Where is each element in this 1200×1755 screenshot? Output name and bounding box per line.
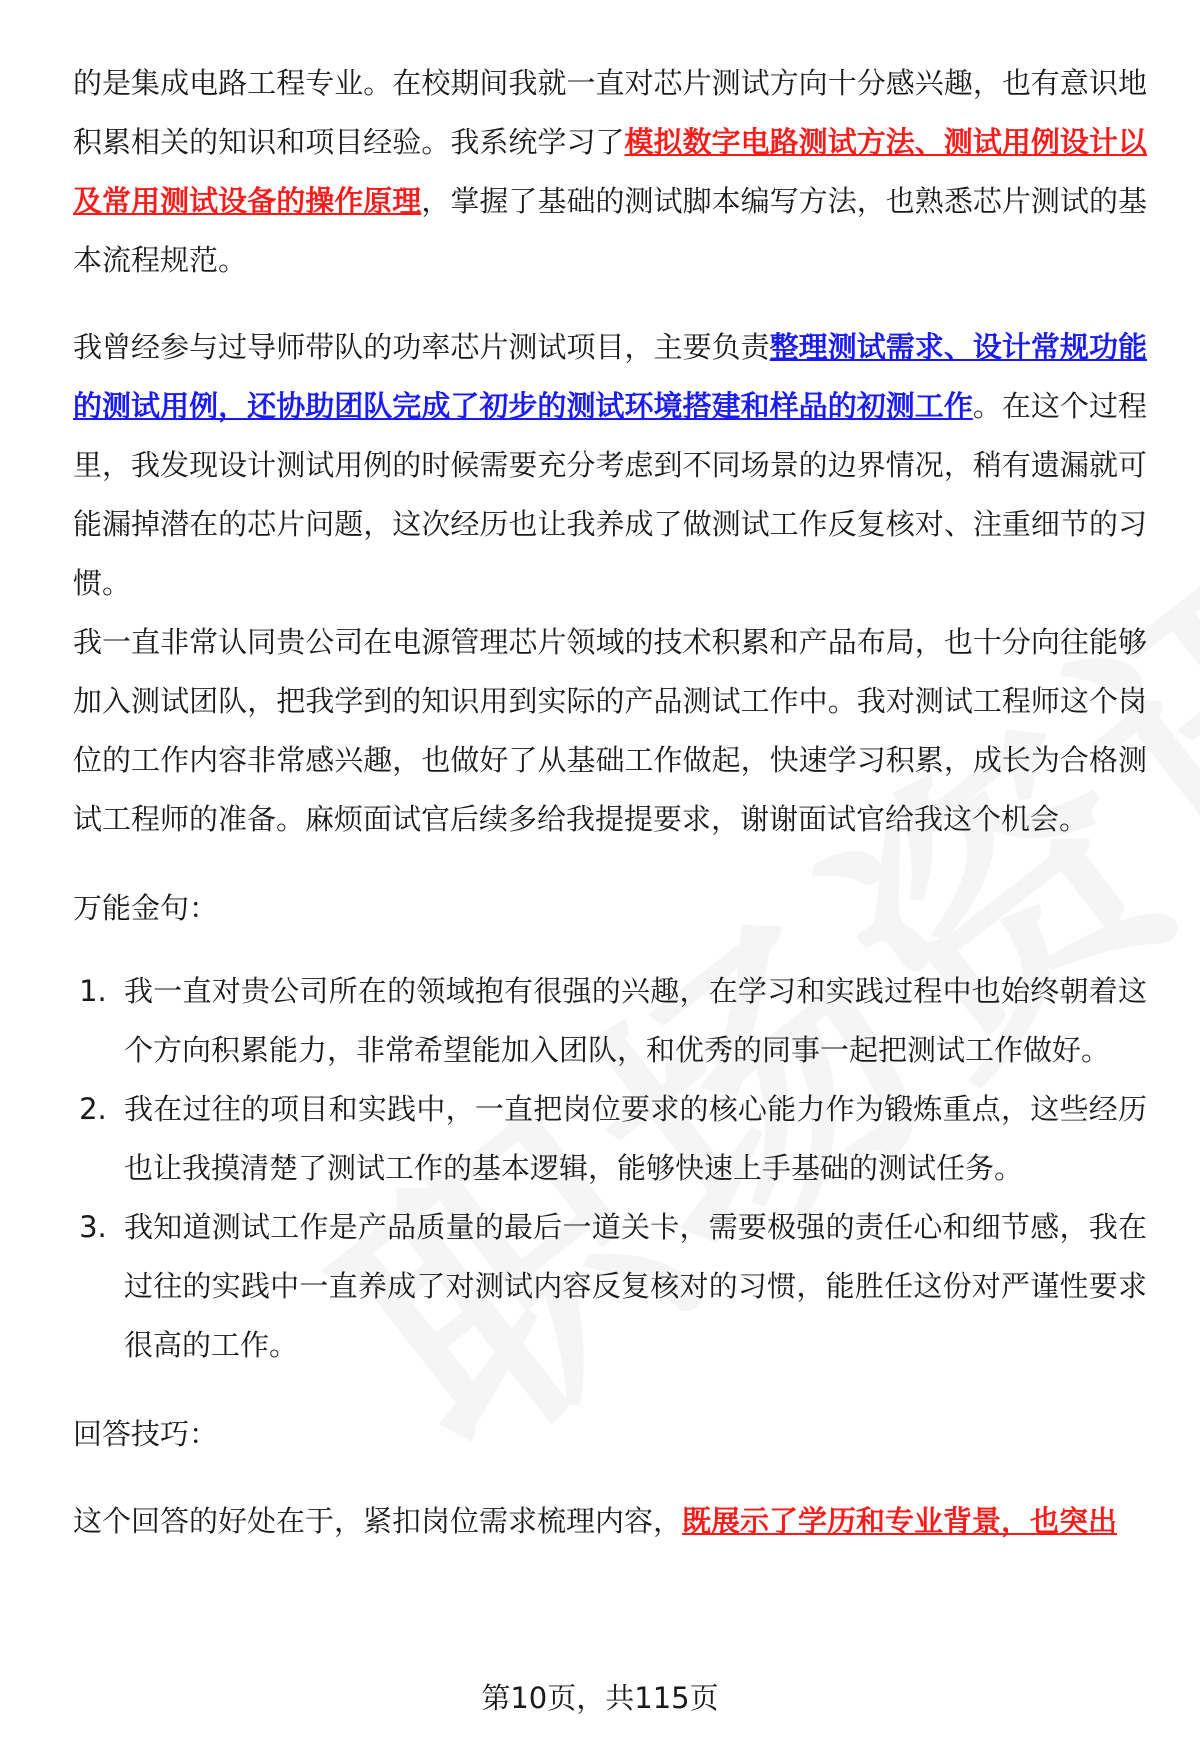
golden-sentences-list: [73, 962, 1147, 1375]
highlight-red: 模拟数字电路测试方法、测试用例设计以及常用测试设备的操作原理: [73, 125, 1147, 218]
document-body: [73, 54, 1147, 1551]
page-number: 第10页，共115页: [481, 1681, 719, 1715]
paragraph-motivation: 我一直非常认同贵公司在电源管理芯片领域的技术积累和产品布局，也十分向往能够加入测试团队，把我学到的知识用到实际的产品测试工作中。我对测试工程师这个岗位的工作内容非常感兴趣，也做好了从基础工作做起，快速学习积累，成长为合格测试工程师的准备。麻烦面试官后续多给我提提要求，谢谢面试官给我这个机会。: [73, 625, 1147, 836]
list-item: 1. 我一直对贵公司所在的领域抱有很强的兴趣，在学习和实践过程中也始终朝着这个方向积累能力，非常希望能加入团队，和优秀的同事一起把测试工作做好。: [116, 962, 1147, 1080]
highlight-red: 既展示了学历和专业背景，也突出: [682, 1504, 1118, 1538]
list-item: 2. 我在过往的项目和实践中，一直把岗位要求的核心能力作为锻炼重点，这些经历也让我摸清楚了测试工作的基本逻辑，能够快速上手基础的测试任务。: [116, 1080, 1147, 1198]
highlight-blue: 整理测试需求、设计常规功能的测试用例，还协助团队完成了初步的测试环境搭建和样品的初测工作: [73, 330, 1147, 423]
paragraph-tips: 这个回答的好处在于，紧扣岗位需求梳理内容，既展示了学历和专业背景，也突出: [73, 1504, 1118, 1538]
list-item: 3. 我知道测试工作是产品质量的最后一道关卡，需要极强的责任心和细节感，我在过往的实践中一直养成了对测试内容反复核对的习惯，能胜任这份对严谨性要求很高的工作。: [116, 1198, 1147, 1375]
paragraph-education: 的是集成电路工程专业。在校期间我就一直对芯片测试方向十分感兴趣，也有意识地积累相关的知识和项目经验。我系统学习了模拟数字电路测试方法、测试用例设计以及常用测试设备的操作原理，掌握了基础的测试脚本编写方法，也熟悉芯片测试的基本流程规范。: [73, 66, 1147, 277]
paragraph-project: 我曾经参与过导师带队的功率芯片测试项目，主要负责整理测试需求、设计常规功能的测试用例，还协助团队完成了初步的测试环境搭建和样品的初测工作。在这个过程里，我发现设计测试用例的时候需要充分考虑到不同场景的边界情况，稍有遗漏就可能漏掉潜在的芯片问题，这次经历也让我养成了做测试工作反复核对、注重细节的习惯。: [73, 330, 1147, 600]
answer-tips-label: 回答技巧：: [73, 1417, 219, 1451]
golden-sentences-label: 万能金句：: [73, 891, 219, 925]
